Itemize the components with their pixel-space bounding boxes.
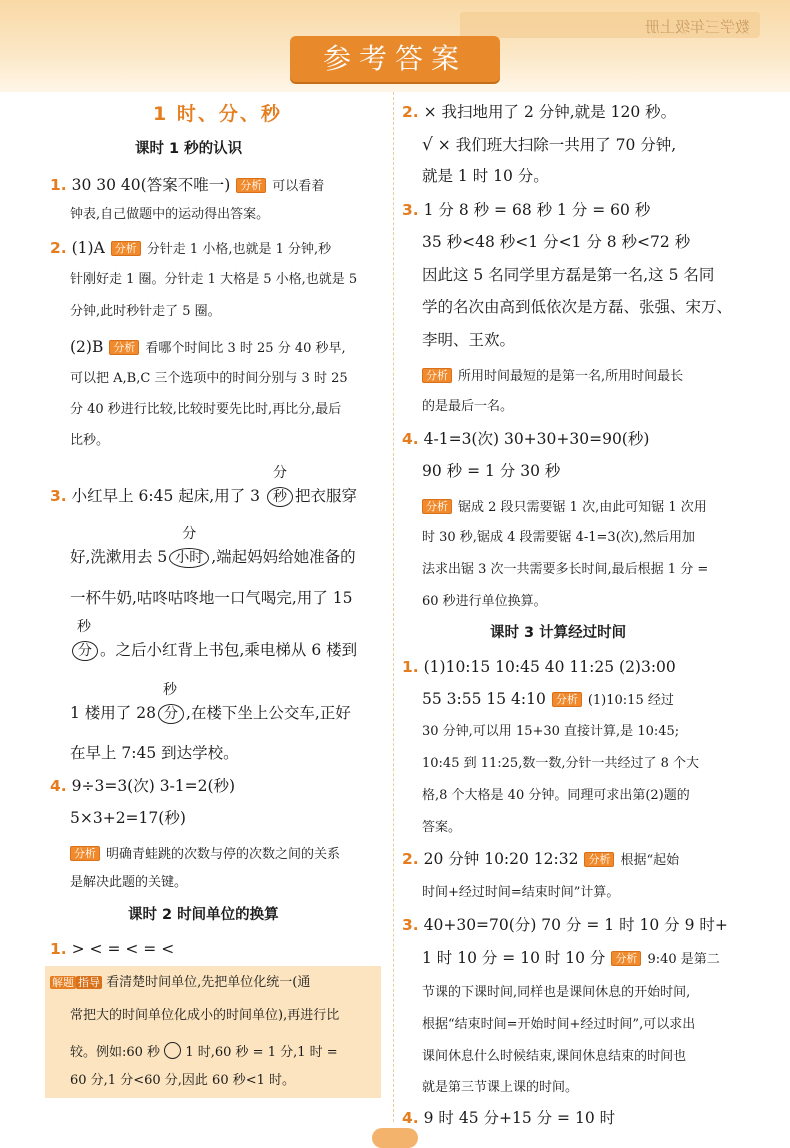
page-number-tab: [372, 1128, 418, 1148]
l3q1-line-3: 30 分钟,可以用 15+30 直接计算,是 10:45;: [422, 724, 680, 739]
blank-circle-icon: [164, 1042, 181, 1059]
r-q4-line-2: 90 秒 = 1 分 30 秒: [422, 462, 561, 480]
q3-text-5b: ,在楼下坐上公交车,正好: [185, 704, 351, 722]
r-q3-number: 3.: [402, 201, 419, 219]
q2b-analysis-b: 可以把 A,B,C 三个选项中的时间分别与 3 时 25: [70, 371, 348, 386]
q3-circled-3: 秒 分: [72, 641, 98, 661]
q3-line-4: [70, 619, 358, 661]
tip-tag-a: 解题: [52, 976, 74, 989]
brand-text: 数学三年级上册: [644, 18, 750, 36]
l3q3-line-6: 就是第三节课上课的时间。: [422, 1080, 579, 1095]
l3q4-number: 4.: [402, 1109, 419, 1127]
q1-answer: 30 30 40(答案不唯一): [71, 176, 231, 194]
l3q3-line-5: 课间休息什么时候结束,课间休息结束的时间也: [422, 1049, 687, 1064]
q2b-answer: (2)B: [70, 338, 104, 356]
q1-line: [50, 178, 324, 194]
q4-number: 4.: [50, 777, 67, 795]
lesson3-title: 课时 3 计算经过时间: [490, 625, 627, 641]
r-q3-line-5: 李明、王欢。: [422, 331, 516, 349]
r-q3-line-4: 学的名次由高到低依次是方磊、张强、宋万、: [422, 298, 733, 316]
lesson2-title: 课时 2 时间单位的换算: [128, 907, 279, 923]
analysis-tag: 分析: [109, 340, 139, 355]
r-q4-analysis-3: 法求出锯 3 次一共需要多长时间,最后根据 1 分 =: [422, 562, 709, 577]
q1-analysis-b: 钟表,自己做题中的运动得出答案。: [70, 207, 270, 222]
r-q4-analysis-2: 时 30 秒,锯成 4 段需要锯 4-1=3(次),然后用加: [422, 530, 695, 545]
q3-text-1a: 小红早上 6:45 起床,用了 3: [71, 487, 261, 505]
r-q4-number: 4.: [402, 430, 419, 448]
l3q1-line-5: 格,8 个大格是 40 分钟。同理可求出第(2)题的: [422, 788, 690, 803]
q3-correction-3: 秒: [77, 619, 91, 635]
l3q1-line-1: 1. (1)10:15 10:45 40 11:25 (2)3:00: [402, 658, 676, 676]
q3-line-3: 一杯牛奶,咕咚咕咚地一口气喝完,用了 15: [70, 589, 353, 607]
q3-circled-2: 分 小时: [169, 548, 209, 568]
tip-line-1: 解题 指导 看清楚时间单位,先把单位化统一(通: [52, 975, 311, 990]
tip-line-3: 较。例如:60 秒 1 时,60 秒 = 1 分,1 时 =: [70, 1042, 338, 1059]
r-q3-line-2: 35 秒<48 秒<1 分<1 分 8 秒<72 秒: [422, 233, 691, 251]
q1-analysis-a: 可以看着: [272, 179, 325, 194]
q4-line-2: 5×3+2=17(秒): [70, 809, 186, 827]
l2q1-line: 1. > < = < = <: [50, 940, 175, 958]
q3-line-5: [70, 682, 351, 724]
page-header: [0, 0, 790, 92]
q2b-line: [70, 340, 346, 356]
check-icon: √: [422, 135, 433, 155]
l3q1-line-4: 10:45 到 11:25,数一数,分针一共经过了 8 个大: [422, 756, 699, 771]
r-q3-line-1: 3. 1 分 8 秒 = 68 秒 1 分 = 60 秒: [402, 201, 651, 219]
q3-circled-1: 分 秒: [267, 487, 293, 507]
answer-title-banner: [290, 36, 500, 82]
q3-line-6: 在早上 7:45 到达学校。: [70, 744, 239, 762]
q1-number: 1.: [50, 176, 67, 194]
q3-text-4b: 。之后小红背上书包,乘电梯从 6 楼到: [100, 641, 358, 659]
q4-analysis-line-1: 分析 明确青蛙跳的次数与停的次数之间的关系: [70, 846, 340, 861]
l3q3-line-1: 3. 40+30=70(分) 70 分 = 1 时 10 分 9 时+: [402, 916, 728, 934]
r-q2-line-3: 就是 1 时 10 分。: [422, 167, 549, 185]
q2a-analysis-c: 分钟,此时秒针走了 5 圈。: [70, 304, 221, 319]
l3q3-number: 3.: [402, 916, 419, 934]
r-q4-analysis-1: 分析 锯成 2 段只需要锯 1 次,由此可知锯 1 次用: [422, 499, 707, 514]
l3q2-line-1: 2. 20 分钟 10:20 12:32 分析 根据“起始: [402, 850, 680, 868]
analysis-tag: 分析: [422, 499, 452, 514]
l3q3-line-3: 节课的下课时间,同样也是课间休息的开始时间,: [422, 985, 691, 1000]
r-q3-line-3: 因此这 5 名同学里方磊是第一名,这 5 名同: [422, 266, 715, 284]
analysis-tag: 分析: [552, 692, 582, 707]
q4-line-1: 4. 9÷3=3(次) 3-1=2(秒): [50, 777, 236, 795]
r-q2-number: 2.: [402, 103, 419, 121]
column-divider: [393, 92, 394, 1122]
q2-number: 2.: [50, 239, 67, 257]
q2b-analysis-a: 看哪个时间比 3 时 25 分 40 秒早,: [145, 341, 346, 356]
q4-analysis-line-2: 是解决此题的关键。: [70, 875, 188, 890]
q3-correction-1: 分: [272, 465, 287, 481]
l3q1-number: 1.: [402, 658, 419, 676]
lesson1-title: 课时 1 秒的认识: [135, 141, 243, 157]
r-q3-analysis-1: 分析 所用时间最短的是第一名,所用时间最长: [422, 368, 683, 383]
r-q4-analysis-4: 60 秒进行单位换算。: [422, 594, 547, 609]
q3-circled-4: 秒 分: [158, 704, 184, 724]
q2a-line: [50, 241, 331, 257]
tip-tag-b: 指导: [78, 976, 100, 989]
q3-text-2a: 好,洗漱用去 5: [70, 548, 168, 566]
q2a-analysis-b: 针刚好走 1 圈。分针走 1 大格是 5 小格,也就是 5: [70, 272, 358, 287]
q3-text-2b: ,端起妈妈给她准备的: [211, 548, 356, 566]
l3q1-line-2: 55 3:55 15 4:10 分析 (1)10:15 经过: [422, 690, 674, 708]
q3-text-1b: 把衣服穿: [294, 487, 357, 505]
tip-line-2: 常把大的时间单位化成小的时间单位),再进行比: [70, 1008, 340, 1023]
l3q4-line-1: 4. 9 时 45 分+15 分 = 10 时: [402, 1109, 616, 1127]
q2a-answer: (1)A: [71, 239, 105, 257]
q3-line-2: [70, 526, 356, 568]
r-q3-analysis-2: 的是最后一名。: [422, 399, 514, 414]
l3q1-line-6: 答案。: [422, 820, 462, 835]
l3q2-line-2: 时间+经过时间=结束时间”计算。: [422, 885, 620, 900]
l3q2-number: 2.: [402, 850, 419, 868]
r-q2-line-1: 2. × 我扫地用了 2 分钟,就是 120 秒。: [402, 103, 677, 121]
analysis-tag: 分析: [422, 368, 452, 383]
analysis-tag: 分析: [584, 852, 614, 867]
page-title: 参考答案: [322, 42, 467, 75]
q2a-analysis-a: 分针走 1 小格,也就是 1 分钟,秒: [146, 242, 332, 257]
analysis-tag: 分析: [70, 846, 100, 861]
l3q3-line-4: 根据“结束时间=开始时间+经过时间”,可以求出: [422, 1017, 696, 1032]
q3-line-1: [50, 465, 357, 507]
q2b-analysis-d: 比秒。: [70, 433, 110, 448]
analysis-tag: 分析: [611, 951, 641, 966]
tip-line-4: 60 分,1 分<60 分,因此 60 秒<1 时。: [70, 1073, 296, 1088]
analysis-tag: 分析: [111, 241, 141, 256]
r-q4-line-1: 4. 4-1=3(次) 30+30+30=90(秒): [402, 430, 650, 448]
q2b-analysis-c: 分 40 秒进行比较,比较时要先比时,再比分,最后: [70, 402, 342, 417]
q3-correction-4: 秒: [162, 682, 177, 698]
l3q3-line-2: 1 时 10 分 = 10 时 10 分 分析 9:40 是第二: [422, 949, 720, 967]
q3-number: 3.: [50, 487, 67, 505]
q3-text-5a: 1 楼用了 28: [70, 704, 156, 722]
analysis-tag: 分析: [236, 178, 266, 193]
r-q2-line-2: √ × 我们班大扫除一共用了 70 分钟,: [422, 135, 677, 155]
l2q1-number: 1.: [50, 940, 67, 958]
q3-correction-2: 分: [182, 526, 197, 542]
section-title: 1 时、分、秒: [153, 103, 282, 125]
